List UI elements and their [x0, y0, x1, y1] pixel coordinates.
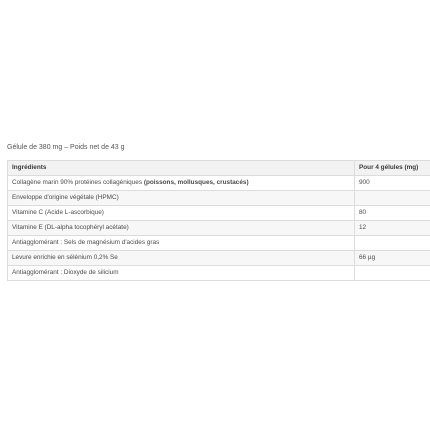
table-row	[8, 221, 430, 236]
amount-cell: 80	[355, 206, 430, 221]
ingredients-table	[7, 160, 430, 281]
amount-cell	[355, 191, 430, 206]
table-row	[8, 191, 430, 206]
ingredient-text: Antiagglomérant : Sels de magnésium d'acides gras	[12, 239, 160, 246]
ingredient-cell	[8, 266, 355, 281]
amount-cell	[355, 266, 430, 281]
ingredient-text: Levure enrichie en sélénium 0,2% Se	[12, 254, 118, 261]
ingredient-cell	[8, 221, 355, 236]
table-row	[8, 251, 430, 266]
ingredient-cell	[8, 191, 355, 206]
amount-cell: 900	[355, 176, 430, 191]
table-header-row	[8, 161, 430, 176]
header-amount: Pour 4 gélules (mg)	[355, 161, 430, 176]
ingredient-text: Vitamine E (DL-alpha tocophéryl acétate)	[12, 224, 129, 231]
ingredient-cell	[8, 236, 355, 251]
table-row	[8, 236, 430, 251]
table-row	[8, 206, 430, 221]
ingredient-text: Collagène marin 90% protéines collagéniques	[12, 179, 144, 186]
ingredient-text: Antiagglomérant : Dioxyde de silicium	[12, 269, 119, 276]
header-ingredients: Ingrédients	[8, 161, 355, 176]
table-row	[8, 176, 430, 191]
ingredient-cell	[8, 176, 355, 191]
ingredient-allergen-text: (poissons, mollusques, crustacés)	[143, 179, 249, 186]
amount-cell: 66 µg	[355, 251, 430, 266]
amount-cell	[355, 236, 430, 251]
ingredient-cell	[8, 206, 355, 221]
caption: Gélule de 380 mg – Poids net de 43 g	[7, 144, 125, 151]
ingredient-text: Vitamine C (Acide L-ascorbique)	[12, 209, 104, 216]
amount-cell: 12	[355, 221, 430, 236]
ingredient-text: Enveloppe d'origine végétale (HPMC)	[12, 194, 119, 201]
ingredient-cell	[8, 251, 355, 266]
table-row	[8, 266, 430, 281]
